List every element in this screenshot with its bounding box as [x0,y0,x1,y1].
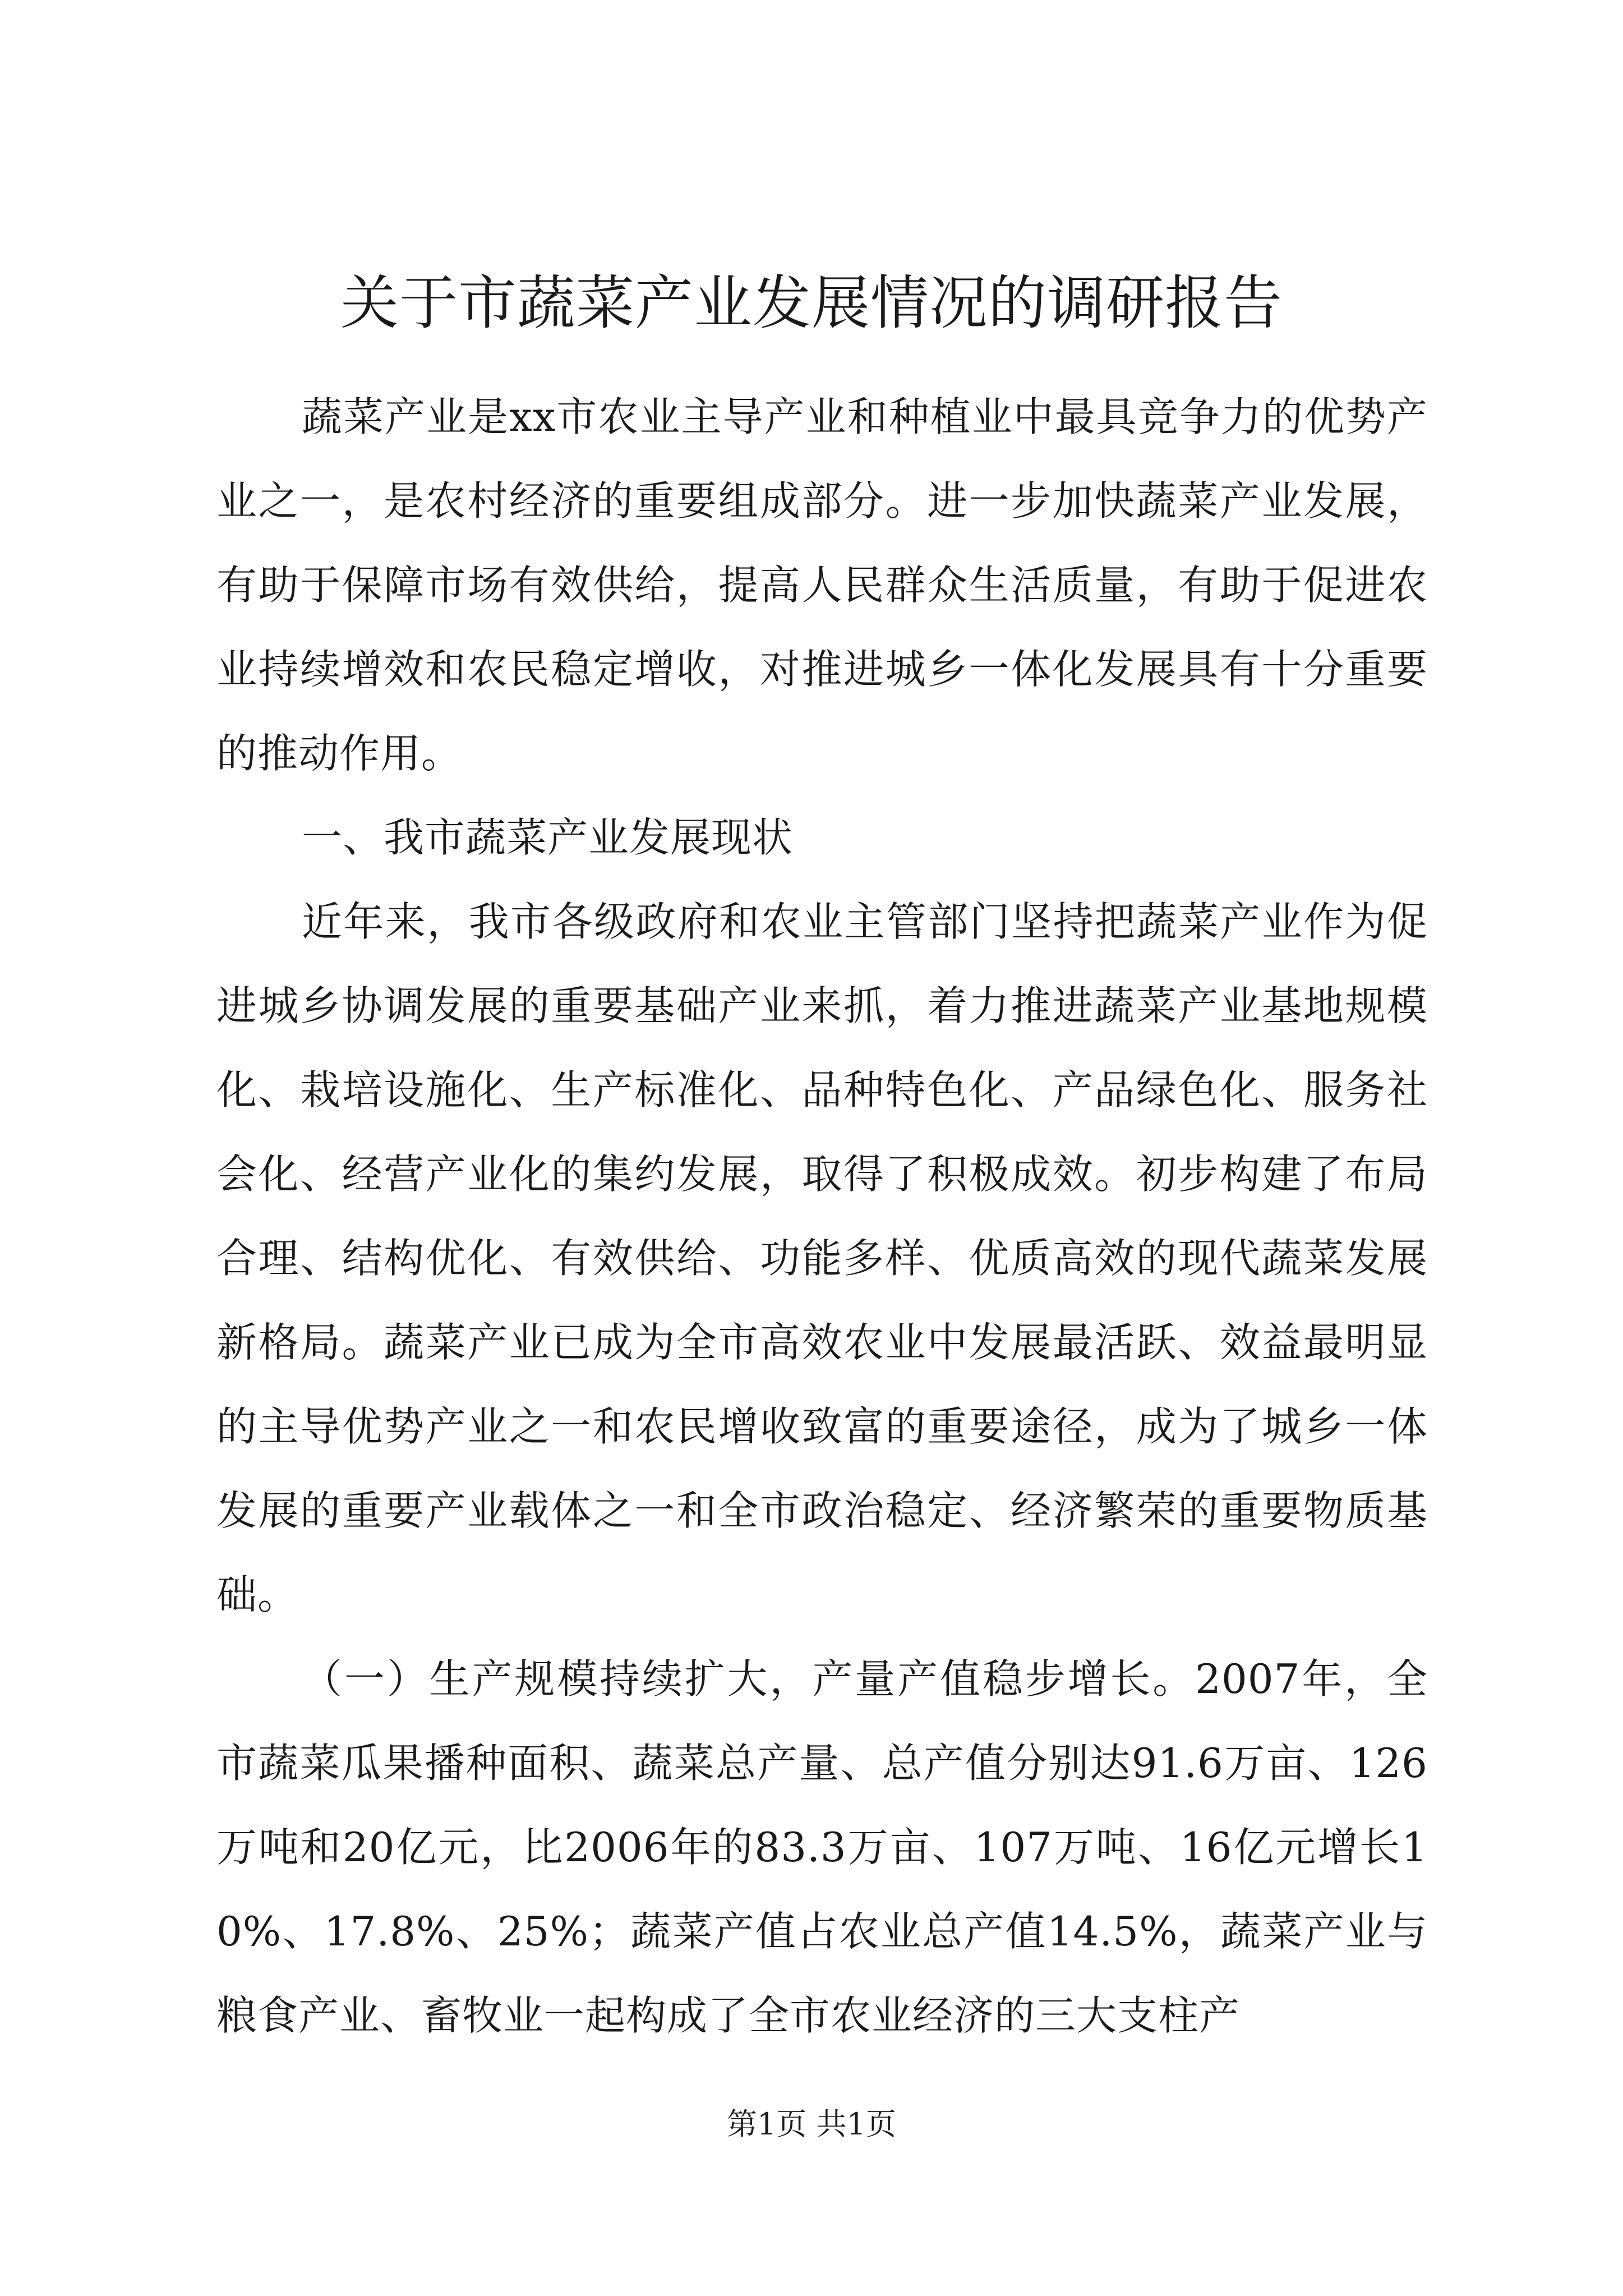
document-body [216,375,1428,2058]
scale-paragraph: （一）生产规模持续扩大，产量产值稳步增长。2007年，全市蔬菜瓜果播种面积、蔬菜总产量、总产值分别达91.6万亩、126万吨和20亿元，比2006年的83.3万亩、107万吨、16亿元增长10%、17.8%、25%；蔬菜产值占农业总产值14.5%，蔬菜产业与粮食产业、畜牧业一起构成了全市农业经济的三大支柱产 [216,1655,1428,2039]
section-heading: 一、我市蔬菜产业发展现状 [302,814,794,861]
intro-paragraph: 蔬菜产业是xx市农业主导产业和种植业中最具竞争力的优势产业之一，是农村经济的重要组成部分。进一步加快蔬菜产业发展，有助于保障市场有效供给，提高人民群众生活质量，有助于促进农业持续增效和农民稳定增收，对推进城乡一体化发展具有十分重要的推动作用。 [216,393,1428,777]
page-footer: 第1页 共1页 [727,2106,896,2142]
status-paragraph: 近年来，我市各级政府和农业主管部门坚持把蔬菜产业作为促进城乡协调发展的重要基础产业来抓，着力推进蔬菜产业基地规模化、栽培设施化、生产标准化、品种特色化、产品绿色化、服务社会化、经营产业化的集约发展，取得了积极成效。初步构建了布局合理、结构优化、有效供给、功能多样、优质高效的现代蔬菜发展新格局。蔬菜产业已成为全市高效农业中发展最活跃、效益最明显的主导优势产业之一和农民增收致富的重要途径，成为了城乡一体发展的重要产业载体之一和全市政治稳定、经济繁荣的重要物质基础。 [216,898,1428,1618]
document-title: 关于市蔬菜产业发展情况的调研报告 [340,269,1283,337]
